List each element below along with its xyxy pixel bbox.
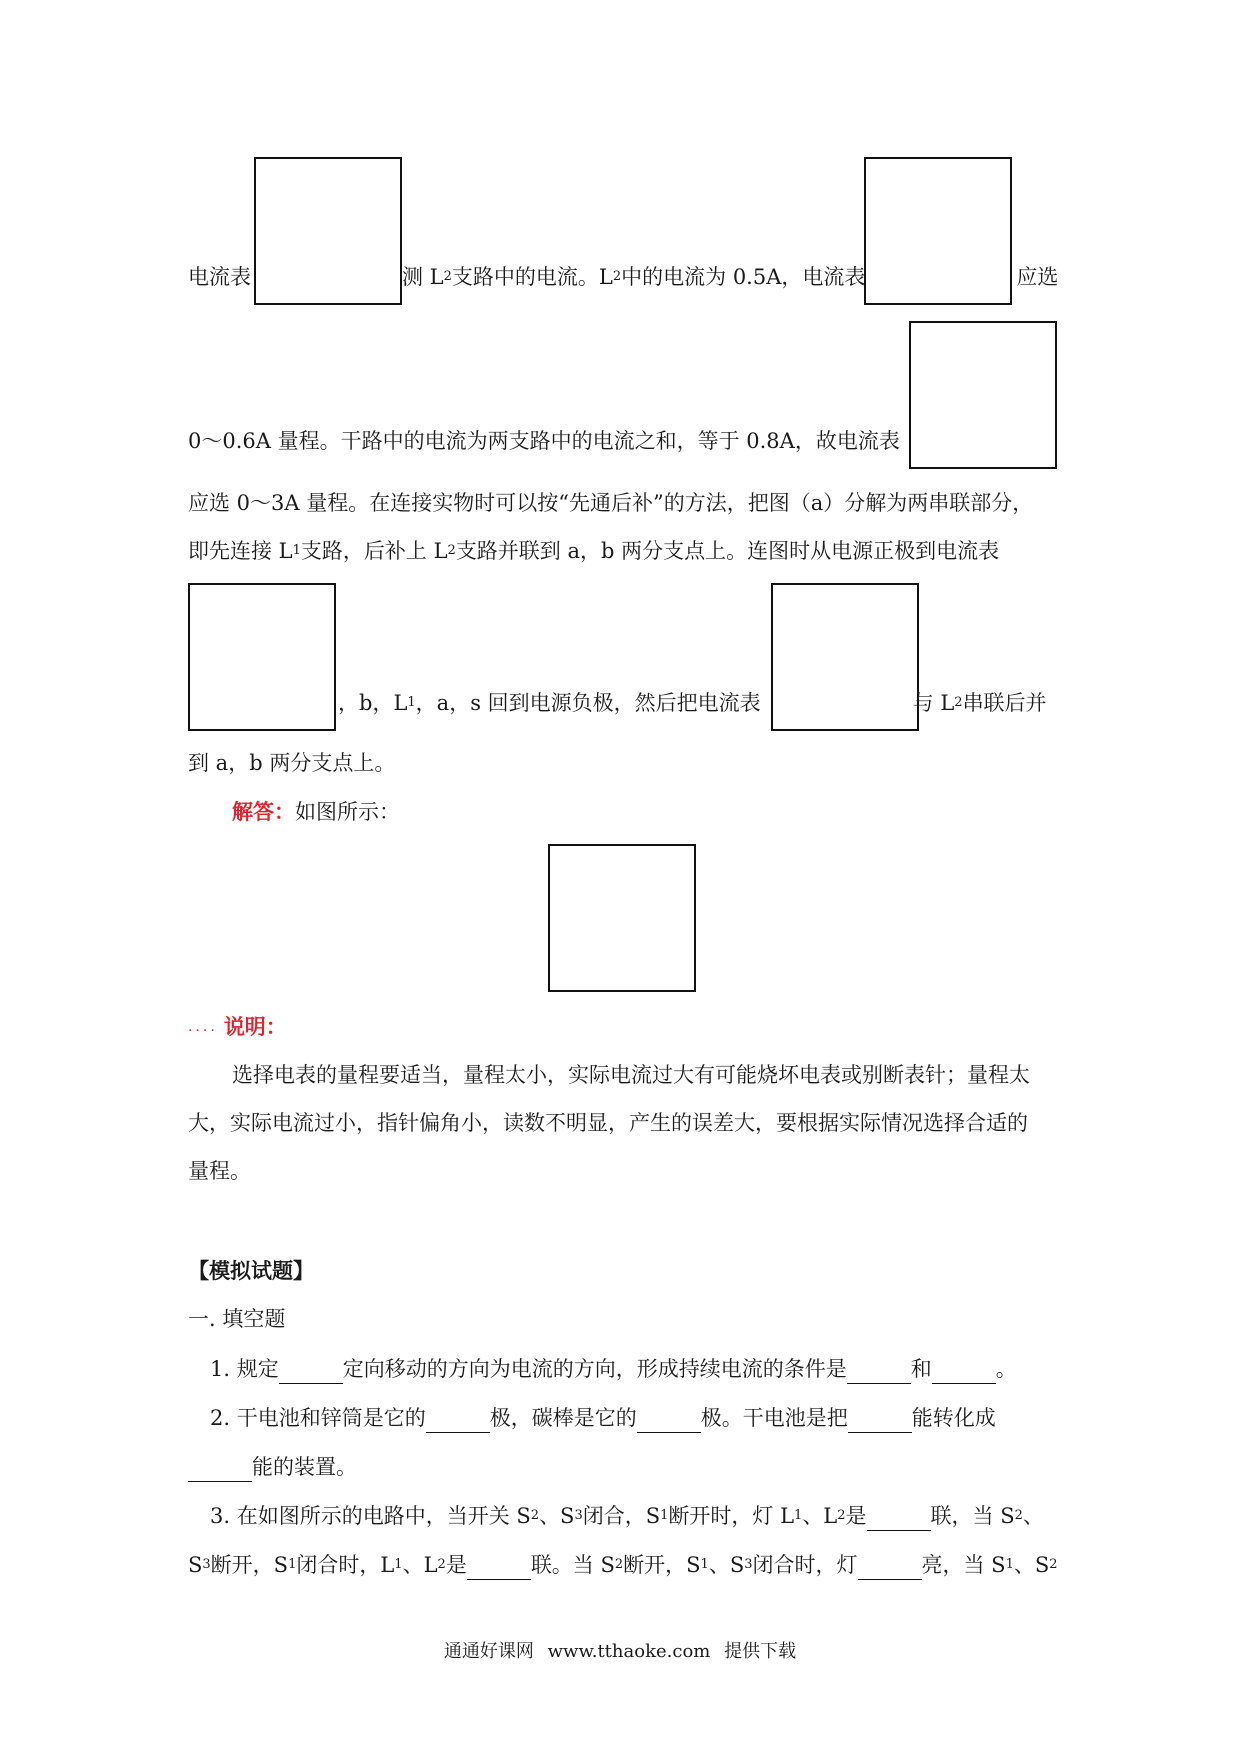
paragraph-line: 电流表 测 L 2 支路中的电流。L 2 中的电流为 0.5A，电流表 应选 [188,265,1059,289]
answer-blank[interactable] [848,1412,912,1433]
answer-blank[interactable] [637,1412,701,1433]
paragraph-line: 选择电表的量程要适当，量程太小，实际电流过大有可能烧坏电表或别断表针；量程太 [232,1063,1030,1087]
answer-blank[interactable] [426,1412,490,1433]
question-3-cont: S 3 断开，S 1 闭合时，L 1 、L 2 是 联。当 S 2 断开，S 1 、S 3 闭合时，灯 亮，当 S 1 、S 2 [188,1550,1060,1580]
footer-url[interactable]: www.tthaoke.com [547,1641,711,1662]
question-2: 2. 干电池和锌筒是它的 极，碳棒是它的 极。干电池是把 能转化成 [210,1403,1082,1433]
question-1: 1. 规定 定向移动的方向为电流的方向，形成持续电流的条件是 和 。 [210,1354,1082,1384]
paragraph-line: 到 a，b 两分支点上。 [188,751,396,775]
paragraph-line: 大，实际电流过小，指针偏角小，读数不明显，产生的误差大，要根据实际情况选择合适的 [188,1111,1028,1135]
paragraph-line: 量程。 [188,1159,251,1183]
page-footer: 通通好课网 www.tthaoke.com 提供下载 [443,1641,797,1662]
paragraph-line: ，b，L 1 ，a，s 回到电源负极，然后把电流表 与 L 2 串联后并 [338,691,1047,715]
question-3: 3. 在如图所示的电路中，当开关 S 2 、S 3 闭合，S 1 断开时，灯 L 1 、L 2 是 联，当 S 2 、 [210,1501,1082,1531]
answer-blank[interactable] [867,1510,931,1531]
paragraph-line: 应选 0～3A 量程。在连接实物时可以按“先通后补”的方法，把图（a）分解为两串联部分， [188,491,1034,515]
image-placeholder-6 [548,844,696,992]
answer-blank[interactable] [932,1363,996,1384]
paragraph-line: 即先连接 L 1 支路，后补上 L 2 支路并联到 a，b 两分支点上。连图时从电源正极到电流表 [188,539,1000,563]
paragraph-line: 0～0.6A 量程。干路中的电流为两支路中的电流之和，等于 0.8A，故电流表 [188,429,900,453]
answer-label: 解答： [232,799,295,824]
section-title: 【模拟试题】 [188,1258,314,1283]
note-heading: .... 说明： [188,1012,1060,1042]
answer-blank[interactable] [847,1363,911,1384]
question-2-cont: 能的装置。 [188,1452,1060,1482]
answer-blank[interactable] [858,1559,922,1580]
answer-line: 解答： 如图所示： [232,797,1104,827]
answer-blank[interactable] [188,1461,252,1482]
note-label: 说明： [223,1014,287,1039]
answer-blank[interactable] [279,1363,343,1384]
part-title: 一. 填空题 [188,1307,286,1331]
answer-blank[interactable] [467,1559,531,1580]
